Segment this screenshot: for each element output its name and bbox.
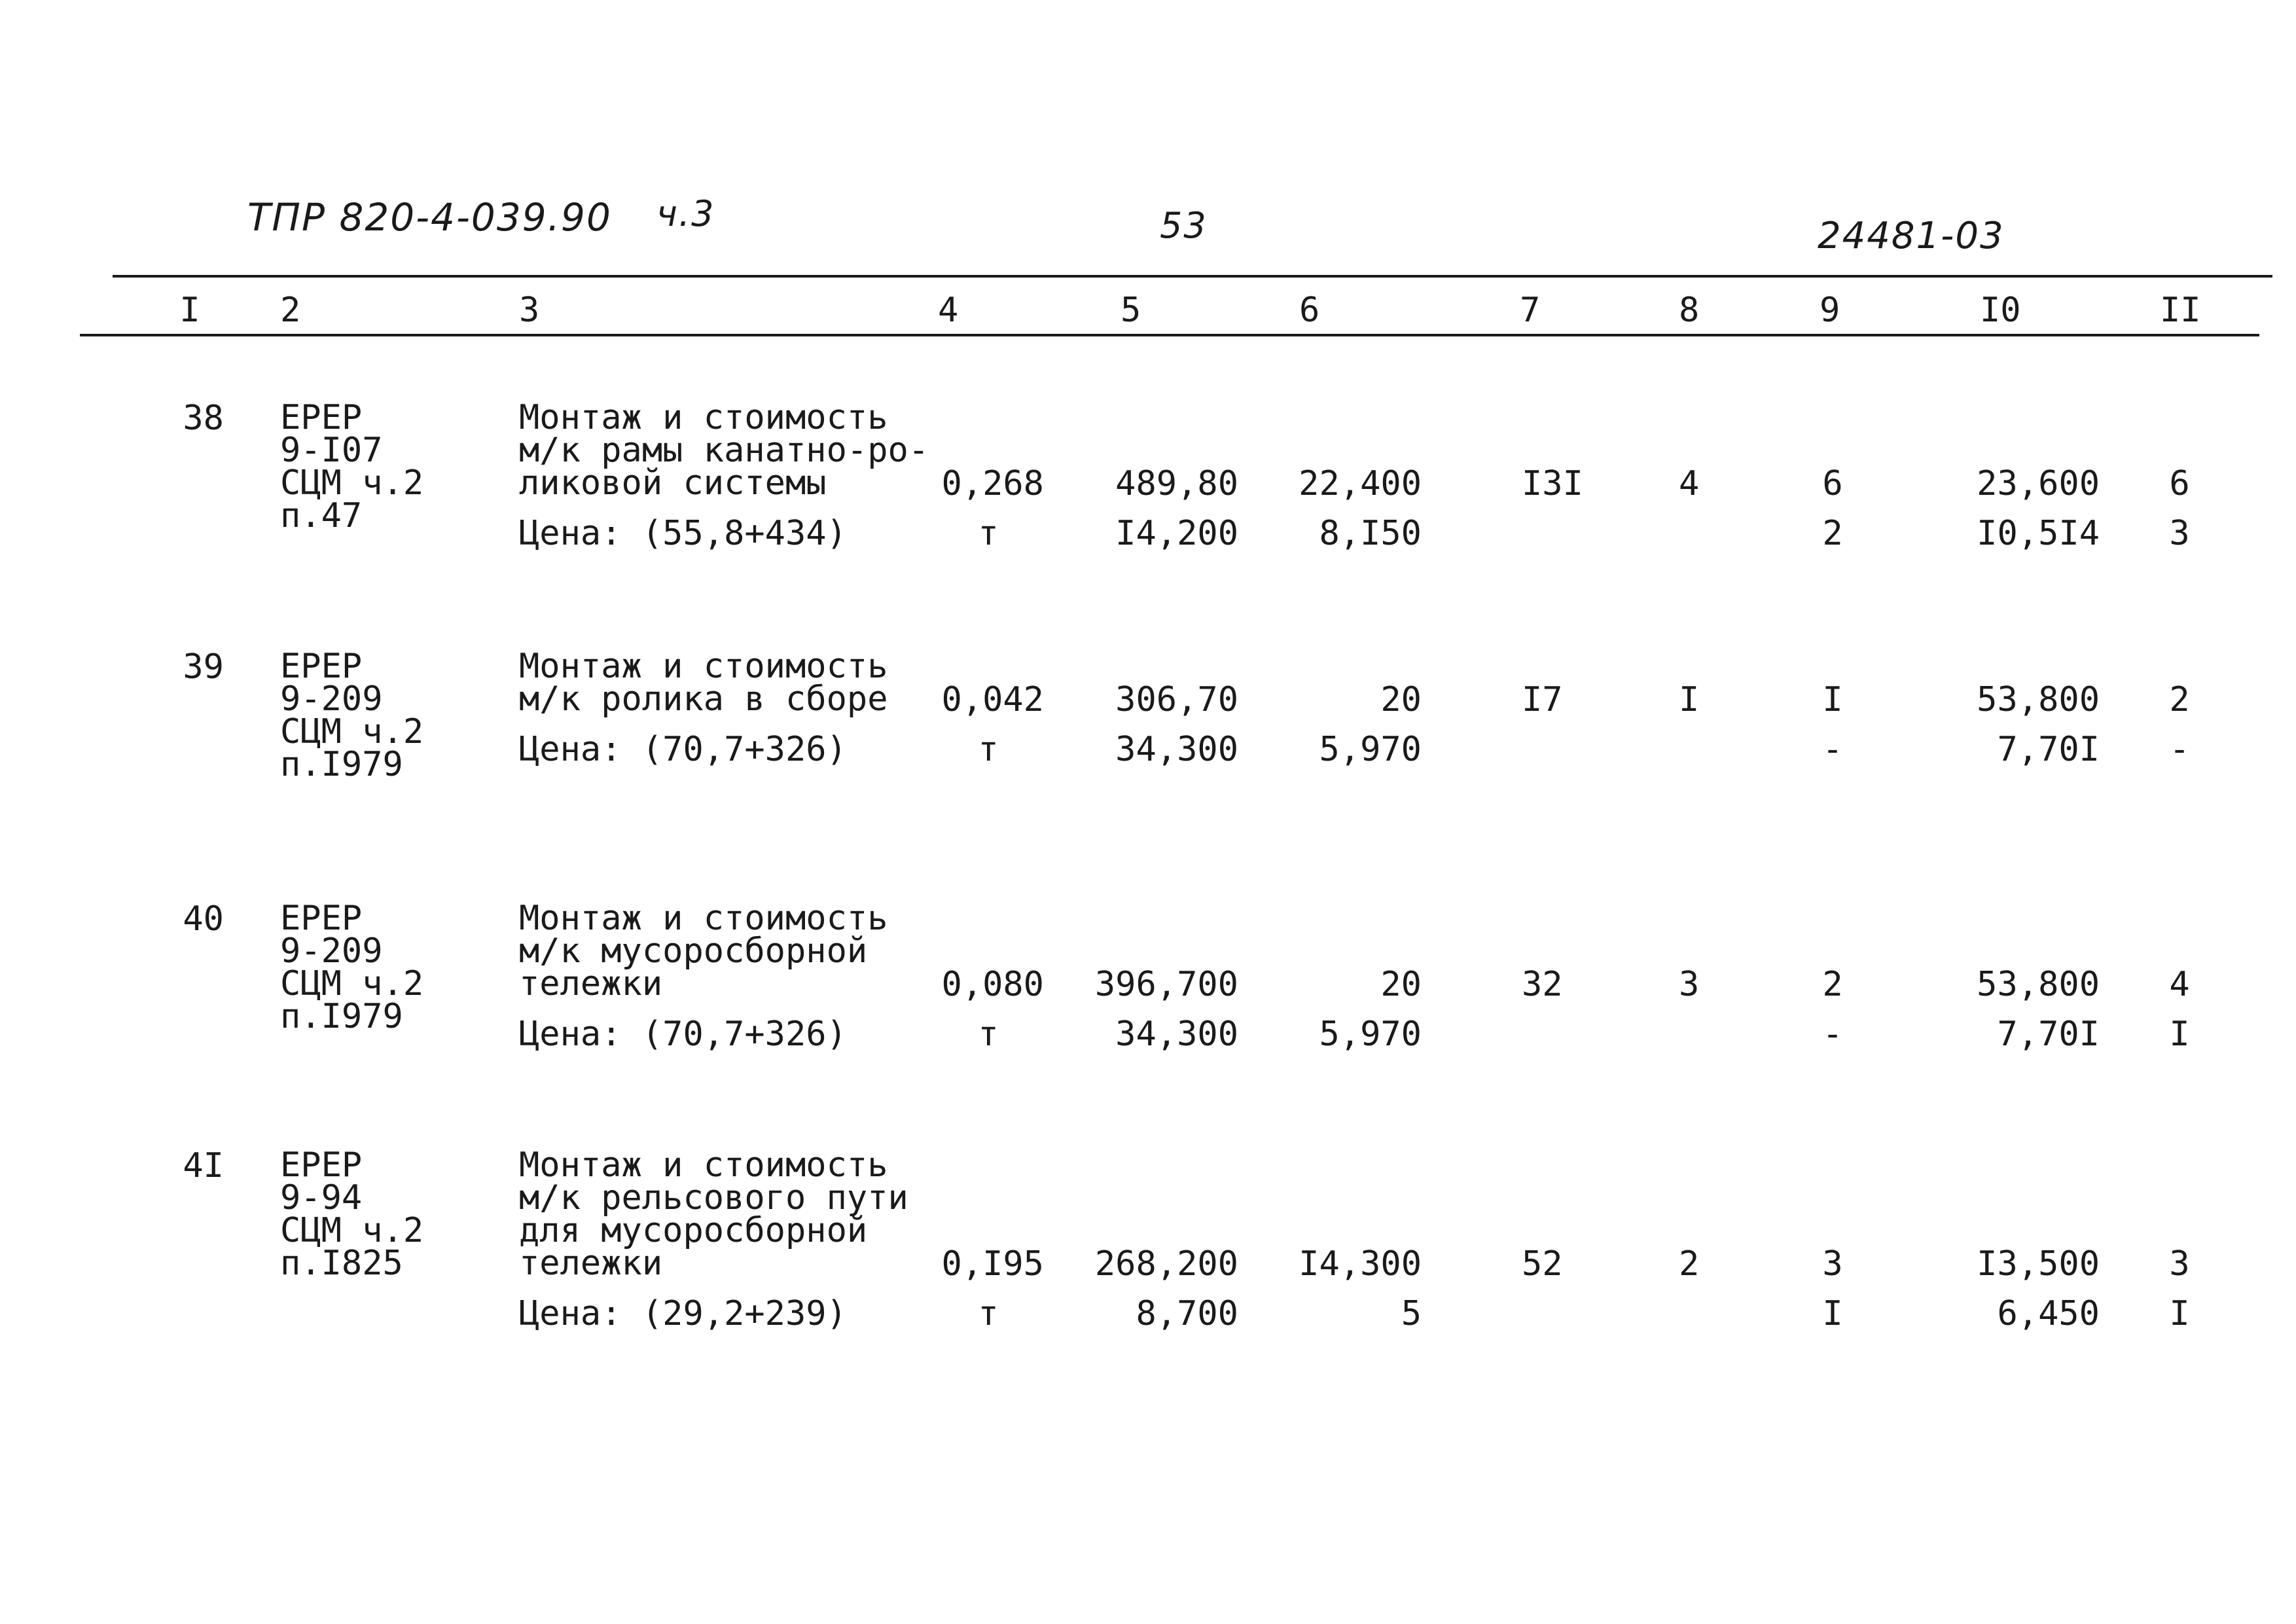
col6-value: 5,970: [1319, 730, 1422, 769]
row-number: 4I: [183, 1146, 224, 1185]
col6-value: 8,I50: [1319, 514, 1422, 553]
col10-value: I3,500: [1977, 1244, 2100, 1284]
quantity-value: 0,268: [941, 464, 1044, 503]
col10-value: 7,70I: [1997, 1015, 2100, 1054]
col11-value: 6: [2169, 464, 2190, 503]
price-formula: Цена: (70,7+326): [519, 730, 847, 769]
col6-value: 20: [1380, 680, 1422, 719]
col10-value: I0,5I4: [1977, 514, 2100, 553]
col9-value: -: [1822, 730, 1843, 769]
col11-value: -: [2169, 730, 2190, 769]
price-formula: Цена: (55,8+434): [519, 514, 847, 553]
col7-value: I3I: [1522, 464, 1583, 503]
col11-value: I: [2169, 1294, 2190, 1333]
column-header: 5: [1121, 291, 1141, 330]
col6-value: 20: [1380, 965, 1422, 1004]
work-description: Монтаж и стоимость м/к рамы канатно-ро- ликовой системы: [519, 398, 929, 503]
page-number: 53: [1160, 205, 1208, 246]
col5-value: 489,80: [1115, 464, 1238, 503]
header-rule-bottom: [80, 334, 2259, 336]
col7-value: I7: [1522, 680, 1563, 719]
column-header: 7: [1520, 291, 1541, 330]
work-description: Монтаж и стоимость м/к мусоросборной тележки: [519, 899, 888, 1003]
row-number: 39: [183, 647, 224, 687]
header-rule-top: [113, 275, 2272, 278]
col6-value: I4,300: [1299, 1244, 1422, 1284]
norm-reference: ЕРЕР 9-I07 СЦМ ч.2 п.47: [280, 398, 424, 535]
col5-value: 34,300: [1115, 730, 1238, 769]
col11-value: 2: [2169, 680, 2190, 719]
unit-label: т: [978, 1015, 999, 1054]
col5-value: 396,700: [1094, 965, 1238, 1004]
col8-value: 4: [1679, 464, 1700, 503]
col5-value: 268,200: [1094, 1244, 1238, 1284]
col9-value: 2: [1822, 514, 1843, 553]
quantity-value: 0,042: [941, 680, 1044, 719]
col9-value: I: [1822, 1294, 1843, 1333]
unit-label: т: [978, 1294, 999, 1333]
col10-value: 6,450: [1997, 1294, 2100, 1333]
unit-label: т: [978, 514, 999, 553]
col8-value: 3: [1679, 965, 1700, 1004]
col9-value: 3: [1822, 1244, 1843, 1284]
col9-value: 6: [1822, 464, 1843, 503]
col5-value: 34,300: [1115, 1015, 1238, 1054]
price-formula: Цена: (70,7+326): [519, 1015, 847, 1054]
col7-value: 52: [1522, 1244, 1563, 1284]
col7-value: 32: [1522, 965, 1563, 1004]
column-header: 4: [938, 291, 959, 330]
row-number: 40: [183, 899, 224, 939]
col5-value: 8,700: [1136, 1294, 1238, 1333]
col9-value: 2: [1822, 965, 1843, 1004]
col8-value: I: [1679, 680, 1700, 719]
doc-number: 24481-03: [1818, 215, 2005, 257]
doc-part: ч.3: [656, 193, 715, 234]
column-header: 8: [1679, 291, 1700, 330]
column-header: 9: [1820, 291, 1840, 330]
quantity-value: 0,I95: [941, 1244, 1044, 1284]
col5-value: I4,200: [1115, 514, 1238, 553]
col10-value: 7,70I: [1997, 730, 2100, 769]
col11-value: 4: [2169, 965, 2190, 1004]
column-header: II: [2160, 291, 2201, 330]
column-header: 2: [280, 291, 301, 330]
col11-value: 3: [2169, 514, 2190, 553]
unit-label: т: [978, 730, 999, 769]
col10-value: 23,600: [1977, 464, 2100, 503]
col11-value: 3: [2169, 1244, 2190, 1284]
col6-value: 5: [1401, 1294, 1422, 1333]
work-description: Монтаж и стоимость м/к ролика в сборе: [519, 647, 888, 719]
col9-value: I: [1822, 680, 1843, 719]
col8-value: 2: [1679, 1244, 1700, 1284]
quantity-value: 0,080: [941, 965, 1044, 1004]
col5-value: 306,70: [1115, 680, 1238, 719]
norm-reference: ЕРЕР 9-94 СЦМ ч.2 п.I825: [280, 1146, 424, 1283]
price-formula: Цена: (29,2+239): [519, 1294, 847, 1333]
norm-reference: ЕРЕР 9-209 СЦМ ч.2 п.I979: [280, 647, 424, 784]
col11-value: I: [2169, 1015, 2190, 1054]
row-number: 38: [183, 399, 224, 438]
column-header: I0: [1980, 291, 2021, 330]
col10-value: 53,800: [1977, 965, 2100, 1004]
col9-value: -: [1822, 1015, 1843, 1054]
doc-code: ТПР 820-4-039.90: [247, 195, 612, 240]
column-header: 3: [519, 291, 540, 330]
column-header: I: [179, 291, 200, 330]
col6-value: 22,400: [1299, 464, 1422, 503]
col6-value: 5,970: [1319, 1015, 1422, 1054]
column-header: 6: [1299, 291, 1320, 330]
norm-reference: ЕРЕР 9-209 СЦМ ч.2 п.I979: [280, 899, 424, 1036]
col10-value: 53,800: [1977, 680, 2100, 719]
work-description: Монтаж и стоимость м/к рельсового пути для мусоросборной тележки: [519, 1146, 908, 1283]
